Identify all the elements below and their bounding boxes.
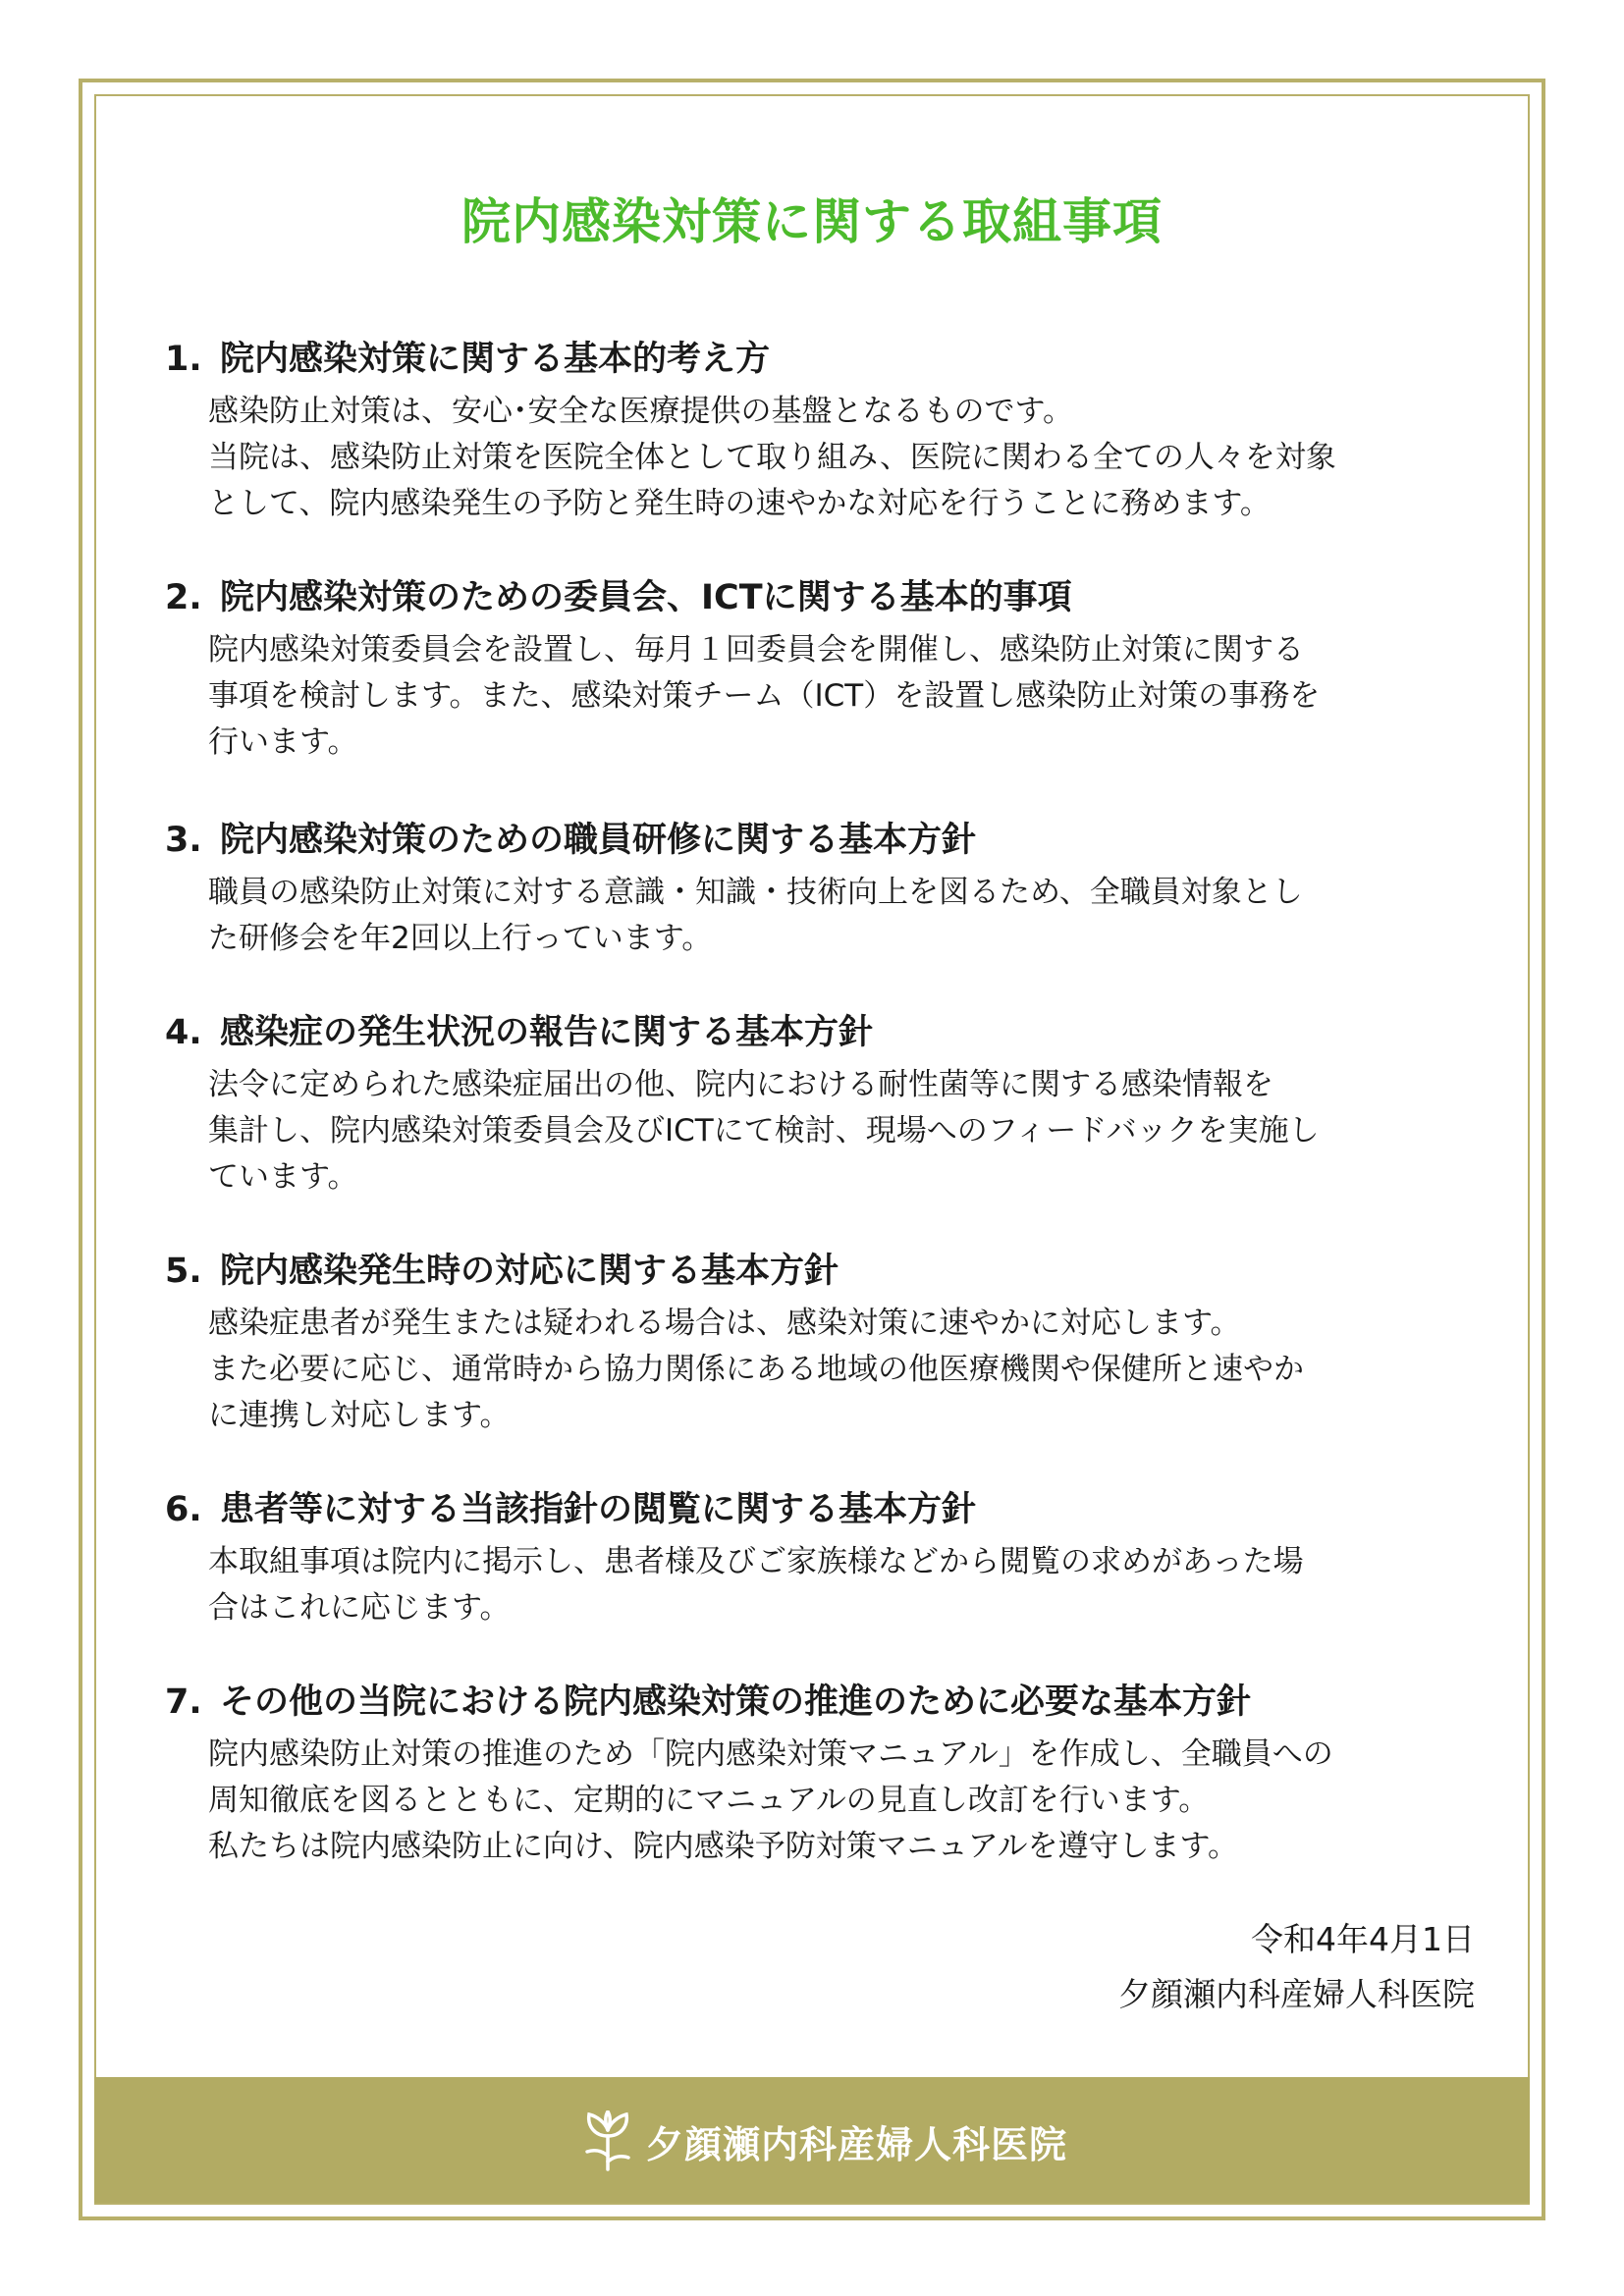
body-line: 院内感染防止対策の推進のため「院内感染対策マニュアル」を作成し、全職員への: [208, 1736, 1333, 1772]
section-1: [165, 336, 1481, 527]
section-heading: [165, 574, 1481, 621]
section-heading: [165, 1009, 1481, 1056]
body-line: 法令に定められた感染症届出の他、院内における耐性菌等に関する感染情報を: [208, 1067, 1273, 1102]
section-body: [208, 627, 1481, 766]
signature-block: [1118, 1912, 1475, 2022]
section-number: 6.: [165, 1490, 202, 1529]
body-line: 行います。: [208, 724, 358, 760]
body-line: 合はこれに応じます。: [208, 1590, 511, 1626]
body-line: に連携し対応します。: [208, 1398, 511, 1433]
section-number: 4.: [165, 1013, 202, 1052]
body-line: 私たちは院内感染防止に向け、院内感染予防対策マニュアルを遵守します。: [208, 1829, 1239, 1864]
section-heading: [165, 817, 1481, 864]
section-body: [208, 1062, 1481, 1201]
footer-logo-text: 夕顔瀬内科産婦人科医院: [646, 2122, 1068, 2166]
section-body: [208, 1539, 1481, 1631]
body-line: 集計し、院内感染対策委員会及びICTにて検討、現場へのフィードバックを実施し: [208, 1113, 1320, 1148]
body-line: 感染防止対策は、安心･安全な医療提供の基盤となるものです。: [208, 394, 1074, 429]
section-heading: [165, 336, 1481, 383]
footer-logo: [579, 2110, 1067, 2171]
section-5: [165, 1248, 1481, 1439]
section-heading-text: 院内感染対策のための委員会、ICTに関する基本的事項: [220, 578, 1072, 617]
section-7: [165, 1679, 1481, 1870]
body-line: また必要に応じ、通常時から協力関係にある地域の他医療機関や保健所と速やか: [208, 1352, 1304, 1387]
section-6: [165, 1486, 1481, 1631]
body-line: 周知徹底を図るとともに、定期的にマニュアルの見直し改訂を行います。: [208, 1783, 1210, 1818]
section-heading-text: 感染症の発生状況の報告に関する基本方針: [220, 1013, 874, 1052]
body-line: として、院内感染発生の予防と発生時の速やかな対応を行うことに務めます。: [208, 486, 1271, 521]
section-number: 3.: [165, 821, 202, 860]
body-line: ています。: [208, 1159, 358, 1195]
section-heading-text: 院内感染対策に関する基本的考え方: [220, 340, 771, 379]
section-heading-text: 院内感染発生時の対応に関する基本方針: [220, 1252, 839, 1291]
section-heading-text: 院内感染対策のための職員研修に関する基本方針: [220, 821, 977, 860]
section-number: 5.: [165, 1252, 202, 1291]
body-line: 職員の感染防止対策に対する意識・知識・技術向上を図るため、全職員対象とし: [208, 875, 1303, 910]
section-number: 1.: [165, 340, 202, 379]
page-title: 院内感染対策に関する取組事項: [461, 193, 1163, 250]
sections-list: [165, 336, 1481, 1917]
section-body: [208, 389, 1481, 527]
section-heading: [165, 1248, 1481, 1295]
flower-icon: [579, 2110, 636, 2171]
section-body: [208, 1301, 1481, 1439]
body-line: 院内感染対策委員会を設置し、毎月１回委員会を開催し、感染防止対策に関する: [208, 632, 1304, 667]
section-heading-text: 患者等に対する当該指針の閲覧に関する基本方針: [220, 1490, 977, 1529]
section-3: [165, 817, 1481, 962]
section-number: 7.: [165, 1682, 202, 1722]
section-4: [165, 1009, 1481, 1201]
section-heading: [165, 1679, 1481, 1726]
body-line: 当院は、感染防止対策を医院全体として取り組み、医院に関わる全ての人々を対象: [208, 440, 1336, 475]
section-number: 2.: [165, 578, 202, 617]
section-2: [165, 574, 1481, 766]
signature-date: 令和4年4月1日: [1251, 1920, 1475, 1958]
body-line: 事項を検討します。また、感染対策チーム（ICT）を設置し感染防止対策の事務を: [208, 678, 1321, 714]
signature-clinic: 夕顔瀬内科産婦人科医院: [1118, 1975, 1475, 2013]
section-body: [208, 870, 1481, 962]
body-line: 本取組事項は院内に掲示し、患者様及びご家族様などから閲覧の求めがあった場: [208, 1544, 1304, 1579]
section-heading: [165, 1486, 1481, 1533]
section-heading-text: その他の当院における院内感染対策の推進のために必要な基本方針: [220, 1682, 1252, 1722]
section-body: [208, 1732, 1481, 1870]
body-line: 感染症患者が発生または疑われる場合は、感染対策に速やかに対応します。: [208, 1306, 1241, 1341]
body-line: た研修会を年2回以上行っています。: [208, 921, 713, 956]
